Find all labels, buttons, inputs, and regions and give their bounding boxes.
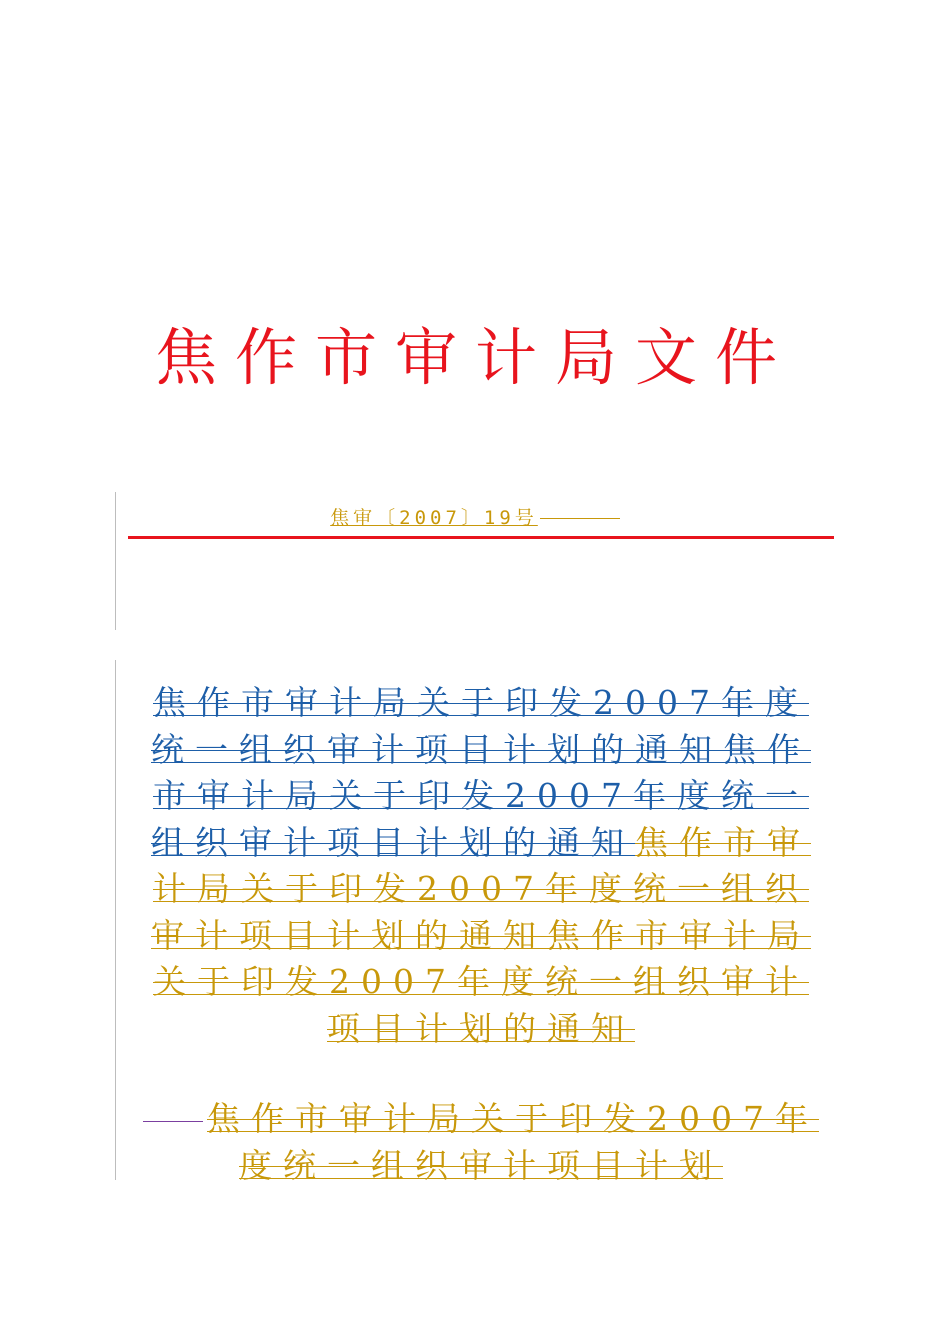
- title-segment-blue: 焦作市审计局关于印发2007年度统一组织审计项目计划的通知焦作市审计局关于印发2007年度统一组织审计项目计划的通知: [151, 683, 811, 862]
- margin-change-bar: [115, 660, 116, 1180]
- red-separator-line: [128, 536, 834, 539]
- title-segment-gold: 焦作市审计局关于印发2007年度统一组织审计项目计划的通知焦作市审计局关于印发2007年度统一组织审计项目计划的通知: [151, 822, 811, 1048]
- subtitle-dash: [143, 1121, 203, 1122]
- document-number-text: 焦审〔2007〕19号: [330, 507, 538, 529]
- document-number: [0, 505, 950, 531]
- notice-title: [136, 680, 826, 1052]
- document-number-underline: [540, 518, 620, 519]
- subtitle-text: 焦作市审计局关于印发2007年度统一组织审计项目计划: [207, 1099, 819, 1185]
- document-header-title: 焦作市审计局文件: [154, 321, 795, 394]
- notice-subtitle: [136, 1096, 826, 1189]
